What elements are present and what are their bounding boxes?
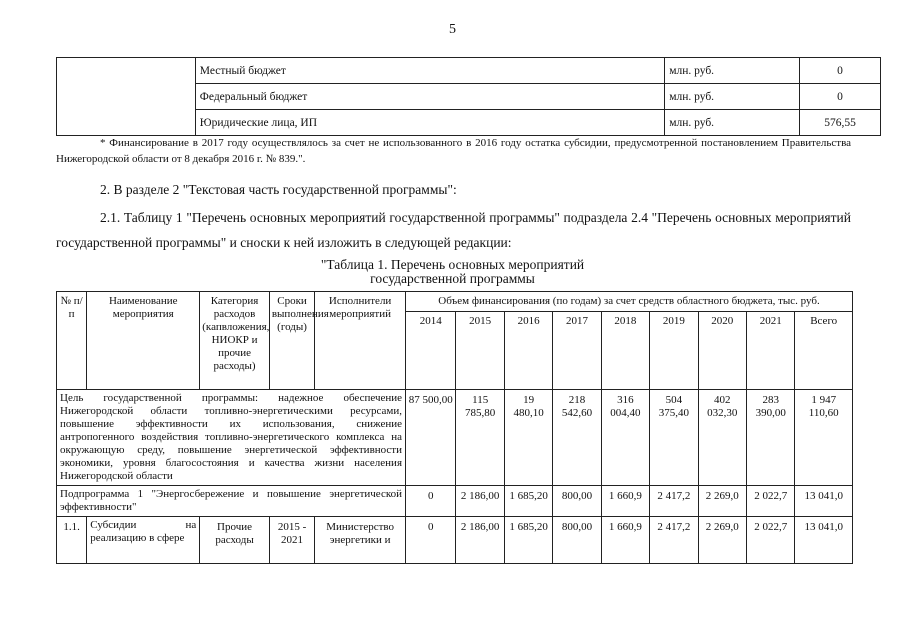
value-cell: 2 269,0 bbox=[698, 517, 746, 564]
table-row bbox=[57, 486, 853, 517]
header-year: 2015 bbox=[456, 312, 504, 390]
value-cell: 2 269,0 bbox=[698, 486, 746, 517]
value-cell: 2 022,7 bbox=[746, 517, 794, 564]
footnote: * Финансирование в 2017 году осуществлялось за счет не использованного в 2016 году остатка субсидии, предусмотренной постановлением Правительства Нижегородской области от 8 декабря 2016 г. № 839.". bbox=[56, 137, 851, 165]
value-cell: 2 186,00 bbox=[456, 486, 504, 517]
value-cell: 2 417,2 bbox=[650, 517, 698, 564]
header-year: 2017 bbox=[553, 312, 601, 390]
value-cell: 800,00 bbox=[553, 486, 601, 517]
item-category: Прочие расходы bbox=[200, 517, 270, 564]
budget-value: 0 bbox=[800, 58, 881, 84]
budget-value: 576,55 bbox=[800, 110, 881, 136]
header-year: 2020 bbox=[698, 312, 746, 390]
budget-unit: млн. руб. bbox=[665, 58, 800, 84]
item-executor: Министерство энергетики и bbox=[315, 517, 406, 564]
value-cell: 0 bbox=[406, 517, 456, 564]
value-cell: 800,00 bbox=[553, 517, 601, 564]
budget-source: Федеральный бюджет bbox=[195, 84, 664, 110]
budget-source: Местный бюджет bbox=[195, 58, 664, 84]
value-cell: 13 041,0 bbox=[795, 517, 853, 564]
table-row bbox=[57, 517, 853, 564]
header-terms: Сроки выполнения (годы) bbox=[269, 292, 314, 390]
value-cell: 0 bbox=[406, 486, 456, 517]
instruction-paragraph: 2.1. Таблицу 1 "Перечень основных мероприятий государственной программы" подраздела 2.4 "Перечень основных мероприятий государственной программы" и сноски к ней изложить в следующей редакции: bbox=[56, 210, 851, 250]
header-name: Наименование мероприятия bbox=[87, 292, 200, 390]
value-cell: 283 390,00 bbox=[746, 390, 794, 486]
budget-sources-table bbox=[56, 57, 881, 136]
header-category: Категория расходов (капвложения, НИОКР и прочие расходы) bbox=[200, 292, 270, 390]
table-title bbox=[0, 258, 905, 286]
budget-unit: млн. руб. bbox=[665, 110, 800, 136]
table-title-line: государственной программы bbox=[370, 271, 535, 286]
value-cell: 2 186,00 bbox=[456, 517, 504, 564]
header-total: Всего bbox=[795, 312, 853, 390]
value-cell: 2 417,2 bbox=[650, 486, 698, 517]
value-cell: 402 032,30 bbox=[698, 390, 746, 486]
item-terms: 2015 - 2021 bbox=[269, 517, 314, 564]
header-year: 2018 bbox=[601, 312, 649, 390]
value-cell: 19 480,10 bbox=[504, 390, 552, 486]
value-cell: 504 375,40 bbox=[650, 390, 698, 486]
goal-description: Цель государственной программы: надежное обеспечение Нижегородской области топливно-энергетическими ресурсами, повышение эффективности их использования, снижение антропогенного воздействия топливно-энергетического комплекса на окружающую среду, повышение энергетической эффективности экономики, уровня благосостояния и качества жизни населения Нижегородской области bbox=[57, 390, 406, 486]
value-cell: 115 785,80 bbox=[456, 390, 504, 486]
table-title-line: "Таблица 1. Перечень основных мероприятий bbox=[320, 257, 585, 272]
item-num: 1.1. bbox=[57, 517, 87, 564]
page-number: 5 bbox=[449, 22, 456, 37]
budget-unit: млн. руб. bbox=[665, 84, 800, 110]
table-cell-empty bbox=[57, 58, 196, 136]
table-row bbox=[57, 390, 853, 486]
item-name: Субсидии на реализацию в сфере bbox=[87, 517, 200, 564]
header-executors: Исполнители мероприятий bbox=[315, 292, 406, 390]
value-cell: 218 542,60 bbox=[553, 390, 601, 486]
value-cell: 2 022,7 bbox=[746, 486, 794, 517]
value-cell: 316 004,40 bbox=[601, 390, 649, 486]
table-header-row bbox=[57, 292, 853, 312]
main-activities-table bbox=[56, 291, 853, 564]
header-year: 2019 bbox=[650, 312, 698, 390]
header-funding: Объем финансирования (по годам) за счет средств областного бюджета, тыс. руб. bbox=[406, 292, 853, 312]
value-cell: 13 041,0 bbox=[795, 486, 853, 517]
header-year: 2016 bbox=[504, 312, 552, 390]
subprogram-description: Подпрограмма 1 "Энергосбережение и повышение энергетической эффективности" bbox=[57, 486, 406, 517]
budget-value: 0 bbox=[800, 84, 881, 110]
value-cell: 1 685,20 bbox=[504, 517, 552, 564]
value-cell: 1 685,20 bbox=[504, 486, 552, 517]
value-cell: 1 660,9 bbox=[601, 486, 649, 517]
header-year: 2014 bbox=[406, 312, 456, 390]
section-paragraph: 2. В разделе 2 "Текстовая часть государственной программы": bbox=[100, 182, 457, 197]
value-cell: 1 947 110,60 bbox=[795, 390, 853, 486]
header-num: № п/п bbox=[57, 292, 87, 390]
budget-source: Юридические лица, ИП bbox=[195, 110, 664, 136]
value-cell: 1 660,9 bbox=[601, 517, 649, 564]
value-cell: 87 500,00 bbox=[406, 390, 456, 486]
table-row bbox=[57, 58, 881, 84]
header-year: 2021 bbox=[746, 312, 794, 390]
